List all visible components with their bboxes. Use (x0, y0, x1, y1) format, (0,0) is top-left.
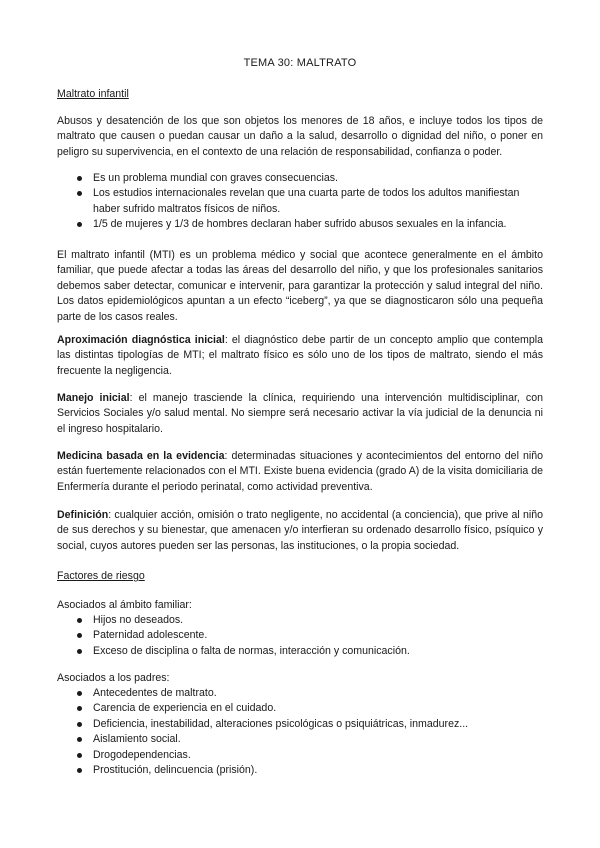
bullet-icon (77, 753, 82, 758)
bullet-icon (77, 176, 82, 181)
list-item: Exceso de disciplina o falta de normas, interacción y comunicación. (57, 644, 543, 659)
section-heading-factores-riesgo: Factores de riesgo (57, 570, 145, 582)
bullet-icon (77, 722, 82, 727)
list-item: Carencia de experiencia en el cuidado. (57, 701, 543, 716)
list-item: Paternidad adolescente. (57, 628, 543, 643)
definicion-text: : cualquier acción, omisión o trato negligente, no accidental (a conciencia), que prive al niño de sus derechos y su bienestar, que amenacen y/o interfieran su ordenado desarrollo físico, psíquico y social, cuyos autores pueden ser las personas, las instituciones, o la propia sociedad. (57, 509, 543, 552)
familiar-bullet-list (57, 613, 543, 659)
manejo-paragraph (57, 391, 543, 437)
bullet-icon (77, 633, 82, 638)
bullet-icon (77, 737, 82, 742)
list-item: 1/5 de mujeres y 1/3 de hombres declaran haber sufrido abusos sexuales en la infancia. (57, 217, 543, 232)
bullet-icon (77, 691, 82, 696)
aproximacion-paragraph (57, 333, 543, 379)
list-item: Prostitución, delincuencia (prisión). (57, 763, 543, 778)
padres-bullet-list (57, 686, 543, 778)
manejo-text: : el manejo trasciende la clínica, requiriendo una intervención multidisciplinar, con Servicios Sociales y/o salud mental. No siempre será necesario activar la vía judicial de la denuncia ni el ingreso hospitalario. (57, 392, 544, 435)
page-title: TEMA 30: MALTRATO (243, 57, 357, 69)
definicion-paragraph (57, 508, 543, 554)
bullet-icon (77, 222, 82, 227)
list-item: Aislamiento social. (57, 732, 543, 747)
manejo-term: Manejo inicial (57, 392, 130, 404)
definicion-term: Definición (57, 509, 109, 521)
padres-label: Asociados a los padres: (57, 672, 170, 684)
list-item: Es un problema mundial con graves consecuencias. (57, 171, 543, 186)
section-heading-maltrato-infantil: Maltrato infantil (57, 88, 129, 100)
list-item: Deficiencia, inestabilidad, alteraciones psicológicas o psiquiátricas, inmadurez... (57, 717, 543, 732)
bullet-icon (77, 768, 82, 773)
list-item: Los estudios internacionales revelan que una cuarta parte de todos los adultos manifiestan haber sufrido maltratos físicos de niños. (57, 186, 543, 217)
familiar-label: Asociados al ámbito familiar: (57, 599, 192, 611)
medicina-paragraph (57, 449, 543, 495)
mti-paragraph: El maltrato infantil (MTI) es un problema médico y social que acontece generalmente en el ámbito familiar, que puede afectar a todas las áreas del desarrollo del niño, y que los profesionales sanitarios debemos saber detectar, comunicar e intervenir, para garantizar la protección y salud integral del niño. Los datos epidemiológicos apuntan a un efecto “iceberg”, ya que se diagnosticaron sólo una pequeña parte de los casos reales. (57, 249, 543, 323)
aproximacion-term: Aproximación diagnóstica inicial (57, 334, 225, 346)
bullet-icon (77, 649, 82, 654)
bullet-icon (77, 618, 82, 623)
list-item: Hijos no deseados. (57, 613, 543, 628)
bullet-icon (77, 191, 82, 196)
aproximacion-text: : el diagnóstico debe partir de un concepto amplio que contempla las distintas tipologías de MTI; el maltrato físico es sólo uno de los tipos de maltrato, siendo el más frecuente la negligencia. (57, 334, 543, 377)
intro-bullet-list (57, 171, 543, 233)
list-item: Antecedentes de maltrato. (57, 686, 543, 701)
medicina-text: : determinadas situaciones y acontecimientos del entorno del niño están fuertemente relacionados con el MTI. Existe buena evidencia (grado A) de la visita domiciliaria de Enfermería durante el periodo perinatal, como actividad preventiva. (57, 450, 543, 493)
medicina-term: Medicina basada en la evidencia (57, 450, 225, 462)
list-item: Drogodependencias. (57, 748, 543, 763)
intro-paragraph: Abusos y desatención de los que son objetos los menores de 18 años, e incluye todos los tipos de maltrato que causen o puedan causar un daño a la salud, desarrollo o dignidad del niño, o poner en peligro su supervivencia, en el contexto de una relación de responsabilidad, confianza o poder. (57, 115, 543, 158)
bullet-icon (77, 706, 82, 711)
